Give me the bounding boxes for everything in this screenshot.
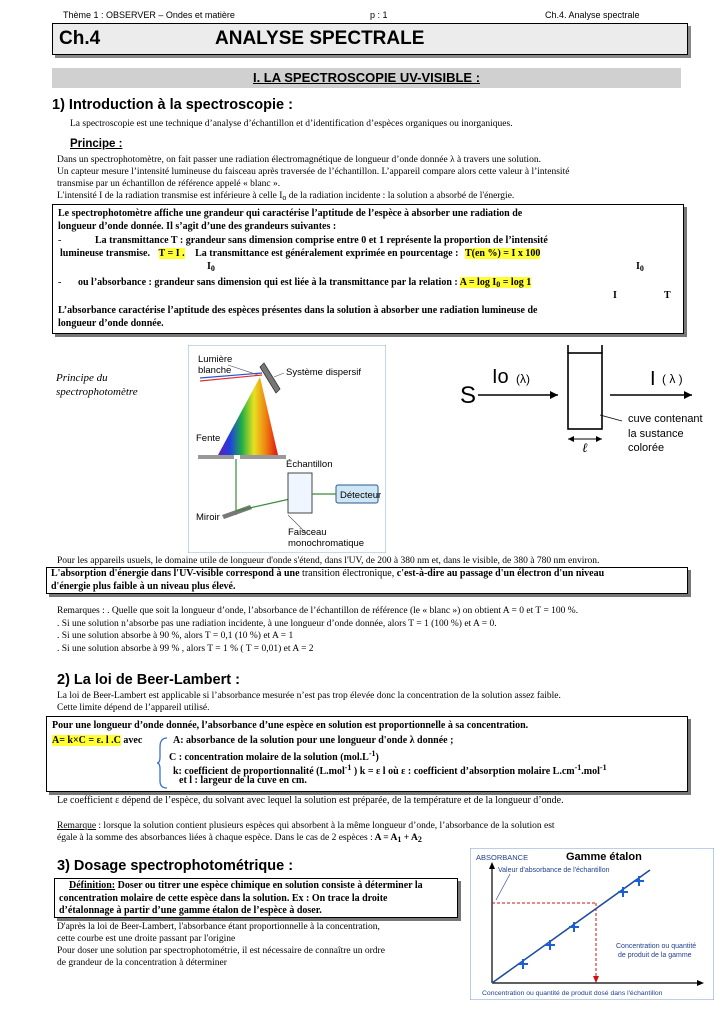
graph-title: Gamme étalon <box>566 851 642 863</box>
beer-lambert-text: La loi de Beer-Lambert est applicable si l’absorbance mesurée n’est pas trop élevée donc la concentration de la solution assez faible. Cette limite dépend de l’appareil utilisé. <box>57 691 561 713</box>
label-fente: Fente <box>196 433 221 444</box>
section-heading: I. LA SPECTROSCOPIE UV-VISIBLE : <box>52 68 681 88</box>
title-box <box>52 23 688 55</box>
heading-beer-lambert: 2) La loi de Beer-Lambert : <box>57 672 240 688</box>
label-systeme-dispersif: Système dispersif <box>286 367 361 378</box>
cuvette-annotation: cuve contenant la sustance colorée <box>628 413 703 454</box>
heading-dosage: 3) Dosage spectrophotométrique : <box>57 858 294 874</box>
brace-icon <box>157 737 169 789</box>
svg-text:( λ ): ( λ ) <box>662 372 683 386</box>
svg-text:de produit de la gamme: de produit de la gamme <box>618 952 692 959</box>
heading-intro: 1) Introduction à la spectroscopie : <box>52 97 293 113</box>
incident-intensity-label: Io <box>492 366 509 388</box>
spectrophotometer-diagram <box>188 345 386 553</box>
beer-lambert-box: Pour une longueur d’onde donnée, l’absorbance d’une espèce en solution est proportionnelle à sa concentration. A= k×C = ε. l .C avec A: absorbance de la solution pour une longueur d'onde λ donnée ; C : concentration molaire de la solution $(mol.L^{-1})$ k: coefficient de proportionnalité (L.mol$^{-1}$ ) k = ε l où ε : coefficient d’absorption molaire $L.cm^{-1}.mol^{-1}$ et l : largeur de la cuve en cm. <box>46 716 688 792</box>
uv-absorption-box: L'absorption d'énergie dans l'UV-visible correspond à une transition électronique, c'est-à-dire au passage d'un électron d'un niveau d'énergie plus faible à un niveau plus élevé. <box>46 567 688 594</box>
svg-text:monochromatique: monochromatique <box>288 538 365 549</box>
header-right: Ch.4. Analyse spectrale <box>545 10 640 20</box>
header-left: Thème 1 : OBSERVER – Ondes et matière <box>63 10 235 20</box>
principe-label: Principe : <box>70 138 123 150</box>
remarks: Remarques : . Quelle que soit la longueur d’onde, l’absorbance de l’échantillon de référence (le « blanc ») on obtient A = 0 et T = 100 %. . Si une solution n’absorbe pas une radiation incidente, à une longueur d’onde donnée, alors T = 1 (100 %) et A = 0. . Si une solution absorbe à 90 %, alors T = 0,1 (10 %) et A = 1 . Si une solution absorbe à 99 % , alors T = 1 % ( T = 0,01) et A = 2 <box>57 606 579 654</box>
dosage-text: D'après la loi de Beer-Lambert, l'absorbance étant proportionnelle à la concentration, cette courbe est une droite passant par l'origine Pour doser une solution par spectrophotométrie, il est nécessaire de connaître un ordre de grandeur de la concentration à déterminer <box>57 922 385 968</box>
transmittance-percent-formula: T(en %) = I x 100 <box>464 248 541 259</box>
header-center: p : 1 <box>370 10 388 20</box>
annotation-absorbance: Valeur d'absorbance de l'échantillon <box>498 867 610 874</box>
graph-ylabel: ABSORBANCE <box>476 853 529 862</box>
absorbance-formula: $A = \log I_0 = \log 1$ <box>459 277 532 289</box>
page-header <box>55 8 690 23</box>
figure-caption: Principe du spectrophotomètre <box>56 372 138 398</box>
source-label: S <box>460 382 477 409</box>
label-lumiere: Lumière <box>198 354 233 365</box>
label-detecteur: Détecteur <box>340 490 382 501</box>
chapter-number: Ch.4 <box>59 28 101 49</box>
wavelength-range-text: Pour les appareils usuels, le domaine utile de longueur d'onde s'étend, dans l'UV, de 200 à 380 nm et, dans le visible, de 380 à 780 nm environ. <box>57 556 600 566</box>
annotation-gamme: Concentration ou quantité <box>616 943 697 950</box>
path-length-label: ℓ <box>582 440 588 455</box>
definition-box: Le spectrophotomètre affiche une grandeur qui caractérise l’aptitude de l’espèce à absorber une radiation de longueur d’onde donnée. Il s’agit d’une des grandeurs suivantes : - La transmittance T : grandeur sans dimension comprise entre 0 et 1 représente la proportion de l’intensité lumineuse transmise. T = I . La transmittance est généralement exprimée en pourcentage : T(en %) = I x 100 $I_0$ $I_0$ - ou l’absorbance : grandeur sans dimension qui est liée à la transmittance par la relation : $A = \log I_0 = \log 1$ I T L’absorbance caractérise l’aptitude des espèces présentes dans la solution à absorber une radiation lumineuse de longueur d’onde donnée. <box>52 204 684 334</box>
slit <box>198 455 234 459</box>
sample-cell <box>288 473 312 513</box>
label-faisceau: Faisceau <box>288 527 327 538</box>
page-title: ANALYSE SPECTRALE <box>215 28 425 49</box>
principe-text: Dans un spectrophotomètre, on fait passer une radiation électromagnétique de longueur d’onde donnée λ à travers une solution. Un capteur mesure l’intensité lumineuse du faisceau après traversée de l’échantillon. L’appareil compare alors cette valeur à l’intensité transmise par un échantillon de référence appelé « blanc ». L'intensité I de la radiation transmise est inférieure à celle $I_o$ de la radiation incidente : la solution a absorbé de l'énergie. <box>57 155 570 202</box>
transmittance-formula: T = I . <box>158 248 185 259</box>
calibration-graph <box>470 848 714 1000</box>
intro-text: La spectroscopie est une technique d’analyse d’échantillon et d’identification d’espèces organiques ou inorganiques. <box>70 119 513 129</box>
beer-lambert-formula: A= k×C = ε. l .C <box>52 735 121 746</box>
definition-dosage-box: Définition: Doser ou titrer une espèce chimique en solution consiste à déterminer la concentration molaire de cette espèce dans la solution. Ex : On trace la droite d’étalonnage à partir d’une gamme étalon de l’espèce à doser. <box>54 878 458 918</box>
transmitted-intensity-label: I <box>650 368 656 390</box>
label-echantillon: Échantillon <box>286 459 333 470</box>
coefficient-text: Le coefficient ε dépend de l’espèce, du solvant avec lequel la solution est préparée, de la température et de la longueur d’onde. <box>57 795 564 806</box>
svg-text:(λ): (λ) <box>516 372 530 386</box>
remark-sum: Remarque : lorsque la solution contient plusieurs espèces qui absorbent à la même longueur d’onde, l’absorbance de la solution est égale à la somme des absorbances liées à chaque espèce. Dans le cas de 2 espèces : $A = A_1 + A_2$ <box>57 821 555 844</box>
label-miroir: Miroir <box>196 512 220 523</box>
cuvette <box>568 353 602 429</box>
graph-xlabel: Concentration ou quantité de produit dosé dans l'échantillon <box>482 990 663 997</box>
svg-text:blanche: blanche <box>198 365 232 376</box>
